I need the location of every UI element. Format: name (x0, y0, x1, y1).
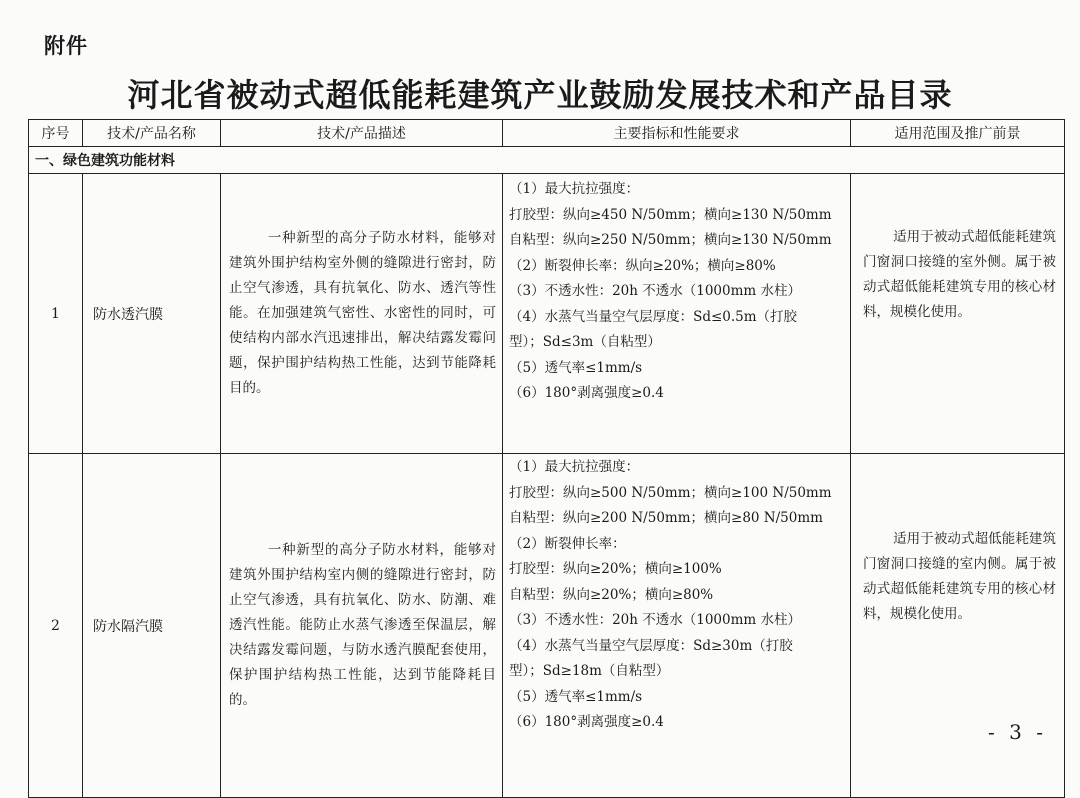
scope-text: 适用于被动式超低能耗建筑门窗洞口接缝的室外侧。属于被动式超低能耗建筑专用的核心材料，规模化使用。 (863, 229, 1056, 320)
product-name: 防水透汽膜 (83, 174, 221, 454)
product-specs (503, 174, 851, 454)
header-description: 技术/产品描述 (221, 120, 503, 147)
spec-line: （4）水蒸气当量空气层厚度：Sd≤0.5m（打胶 (509, 308, 798, 325)
product-specs (503, 454, 851, 798)
spec-line: 打胶型：纵向≥500 N/50mm；横向≥100 N/50mm (509, 484, 832, 501)
header-scope: 适用范围及推广前景 (851, 120, 1065, 147)
spec-line: 型）；Sd≤3m（自粘型） (509, 334, 661, 350)
product-scope (851, 454, 1065, 798)
table-row (29, 454, 1065, 798)
spec-line: 自粘型：纵向≥250 N/50mm；横向≥130 N/50mm (509, 232, 832, 248)
spec-line: （3）不透水性：20h 不透水（1000mm 水柱） (509, 612, 802, 628)
attachment-label: 附件 (44, 34, 88, 58)
row-number: 2 (29, 454, 83, 798)
spec-line: 自粘型：纵向≥200 N/50mm；横向≥80 N/50mm (509, 510, 823, 526)
header-name: 技术/产品名称 (83, 120, 221, 147)
spec-line: 自粘型：纵向≥20%；横向≥80% (509, 586, 714, 603)
product-scope (851, 174, 1065, 454)
spec-line: （1）最大抗拉强度： (509, 181, 640, 197)
product-description (221, 454, 503, 798)
table-header-row (29, 120, 1065, 147)
product-catalog-table (28, 119, 1065, 798)
product-description (221, 174, 503, 454)
spec-line: 打胶型：纵向≥450 N/50mm；横向≥130 N/50mm (509, 206, 832, 223)
spec-line: （6）180°剥离强度≥0.4 (509, 385, 664, 401)
spec-line: （6）180°剥离强度≥0.4 (509, 714, 664, 730)
scope-text: 适用于被动式超低能耗建筑门窗洞口接缝的室内侧。属于被动式超低能耗建筑专用的核心材料，规模化使用。 (863, 531, 1056, 622)
description-text: 一种新型的高分子防水材料，能够对建筑外围护结构室内侧的缝隙进行密封，防止空气渗透，具有抗氧化、防水、防潮、难透汽性能。能防止水蒸气渗透至保温层，解决结露发霉问题，与防水透汽膜配套使用，保护围护结构热工性能，达到节能降耗目的。 (229, 542, 496, 708)
section-row (29, 147, 1065, 174)
spec-line: （2）断裂伸长率： (509, 535, 626, 552)
product-name: 防水隔汽膜 (83, 454, 221, 798)
row-number: 1 (29, 174, 83, 454)
page-number: - 3 - (988, 720, 1047, 744)
spec-line: 打胶型：纵向≥20%；横向≥100% (509, 561, 722, 577)
spec-line: （1）最大抗拉强度： (509, 459, 640, 475)
spec-line: （3）不透水性：20h 不透水（1000mm 水柱） (509, 283, 802, 299)
spec-line: （4）水蒸气当量空气层厚度：Sd≥30m（打胶 (509, 637, 793, 654)
spec-line: （2）断裂伸长率：纵向≥20%；横向≥80% (509, 257, 776, 274)
spec-line: 型）；Sd≥18m（自粘型） (509, 663, 670, 679)
table-row (29, 174, 1065, 454)
header-number: 序号 (29, 120, 83, 147)
document-title: 河北省被动式超低能耗建筑产业鼓励发展技术和产品目录 (127, 76, 953, 114)
spec-line: （5）透气率≤1mm/s (509, 359, 643, 376)
description-text: 一种新型的高分子防水材料，能够对建筑外围护结构室外侧的缝隙进行密封，防止空气渗透，具有抗氧化、防水、透汽等性能。在加强建筑气密性、水密性的同时，可使结构内部水汽迅速排出，解决结露发霉问题，保护围护结构热工性能，达到节能降耗目的。 (229, 230, 496, 396)
spec-line: （5）透气率≤1mm/s (509, 688, 643, 705)
header-specs: 主要指标和性能要求 (503, 120, 851, 147)
section-title: 一、绿色建筑功能材料 (29, 147, 1065, 174)
